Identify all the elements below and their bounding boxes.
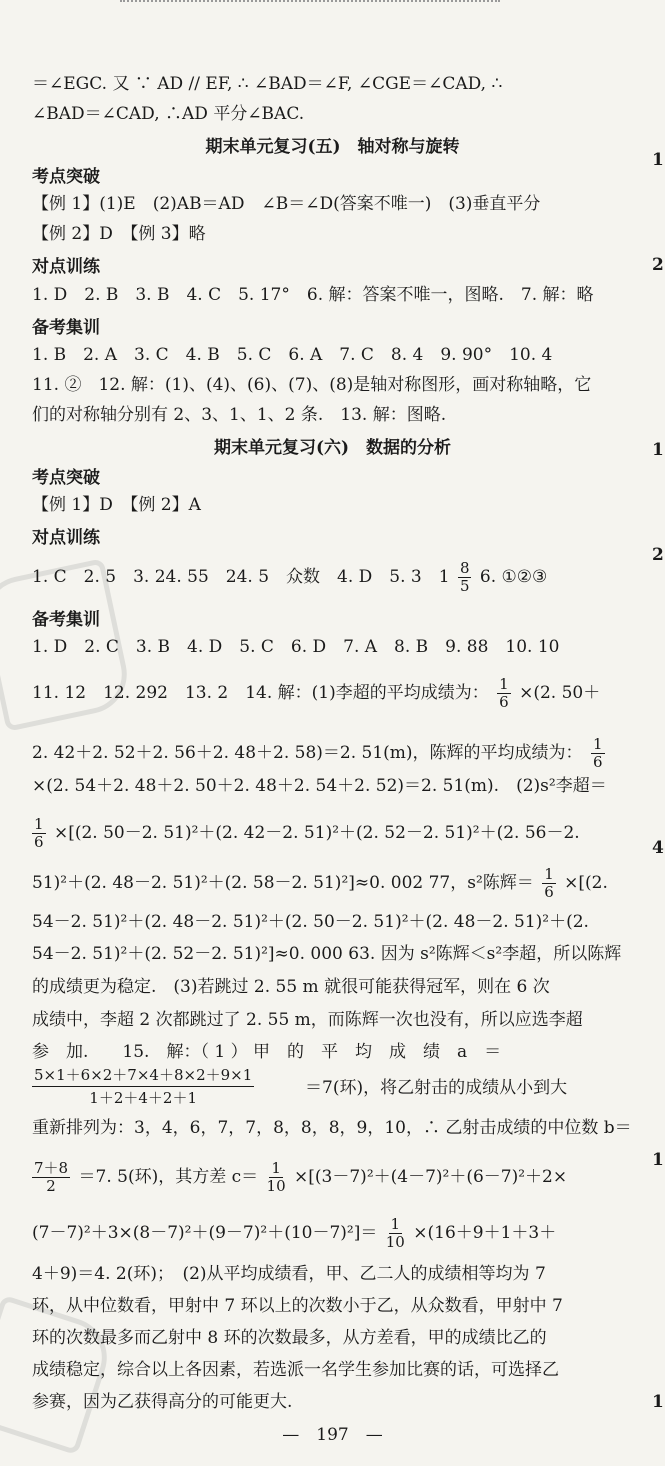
text-line: 成绩稳定，综合以上各因素，若选派一名学生参加比赛的话，可选择乙 (32, 1360, 559, 1380)
text-line: 1. D 2. B 3. B 4. C 5. 17° 6. 解：答案不唯一，图略. 7. 解：略 (32, 285, 594, 305)
text-line: ∠BAD＝∠CAD, ∴AD 平分∠BAC. (32, 104, 305, 124)
fraction-denominator: 6 (592, 753, 603, 771)
fraction-numerator: 5×1＋6×2＋7×4＋8×2＋9×1 (32, 1064, 254, 1087)
fraction (591, 736, 605, 771)
fraction-numerator: 7＋8 (34, 1159, 69, 1177)
text-line: 1. D 2. C 3. B 4. D 5. C 6. D 7. A 8. B 9. 88 10. 10 (32, 637, 560, 657)
text-line (32, 736, 622, 771)
fraction-numerator: 1 (499, 675, 509, 693)
text-run: ＝7. 5(环)，其方差 c＝ (78, 1167, 259, 1187)
fraction-denominator: 6 (34, 833, 44, 851)
fraction (32, 1160, 70, 1195)
fraction-denominator: 1＋2＋4＋2＋1 (89, 1089, 197, 1107)
text-line: 11. ② 12. 解：(1)、(4)、(6)、(7)、(8)是轴对称图形，画对称轴略，它 (32, 375, 592, 395)
text-run: ×[(2. (564, 873, 608, 893)
text-line: 4＋9)＝4. 2(环)； (2)从平均成绩看，甲、乙二人的成绩相等均为 7 (32, 1264, 546, 1284)
text-line: ×(2. 54＋2. 48＋2. 50＋2. 48＋2. 54＋2. 52)＝2. 51(m). (2)s²李超＝ (32, 776, 607, 796)
fraction (267, 1160, 286, 1195)
section-heading: 期末单元复习(六) 数据的分析 (213, 438, 452, 458)
adjacent-page-fragment: 2 (652, 255, 664, 275)
text-run: 51)²＋(2. 48－2. 51)²＋(2. 58－2. 51)²]≈0. 002 77，s²陈辉＝ (32, 873, 534, 893)
text-run: ×[(3－7)²＋(4－7)²＋(6－7)²＋2× (294, 1167, 568, 1187)
fraction-numerator: 1 (390, 1215, 401, 1233)
text-line: 参赛，因为乙获得高分的可能更大. (32, 1392, 293, 1412)
fraction-denominator: 5 (459, 577, 470, 595)
fraction-numerator: 8 (459, 559, 470, 577)
adjacent-page-fragment: 1 (652, 150, 664, 170)
text-run: ×(2. 50＋ (519, 683, 601, 703)
text-line (32, 1160, 622, 1195)
fraction (458, 560, 472, 595)
text-line (32, 1216, 622, 1251)
text-line (32, 560, 622, 595)
text-line: 环，从中位数看，甲射中 7 环以上的次数小于乙，从众数看，甲射中 7 (32, 1296, 563, 1316)
text-line: 环的次数最多而乙射中 8 环的次数最多，从方差看，甲的成绩比乙的 (32, 1328, 547, 1348)
text-run: 2. 42＋2. 52＋2. 56＋2. 48＋2. 58)＝2. 51(m)，陈辉的平均成绩为： (32, 743, 583, 763)
fraction-denominator: 10 (385, 1233, 405, 1251)
subheading: 考点突破 (32, 468, 100, 488)
subheading: 对点训练 (32, 257, 100, 277)
text-line: 54－2. 51)²＋(2. 52－2. 51)²]≈0. 000 63. 因为 s²陈辉＜s²李超，所以陈辉 (32, 944, 622, 964)
fraction-denominator: 10 (266, 1177, 286, 1195)
fraction-numerator: 1 (544, 865, 554, 883)
text-line: 们的对称轴分别有 2、3、1、1、2 条. 13. 解：图略. (32, 405, 447, 425)
text-run: 11. 12 12. 292 13. 2 14. 解：(1)李超的平均成绩为： (32, 683, 489, 703)
text-line: 54－2. 51)²＋(2. 48－2. 51)²＋(2. 50－2. 51)²＋(2. 48－2. 51)²＋(2. (32, 912, 589, 932)
text-line: 参 加. 15. 解：（ 1 ） 甲 的 平 均 成 绩 a ＝ (32, 1042, 502, 1062)
fraction (542, 866, 556, 901)
text-line: ＝∠EGC. 又 ∵ AD // EF, ∴ ∠BAD＝∠F, ∠CGE＝∠CAD, ∴ (32, 74, 503, 94)
fraction-denominator: 2 (46, 1177, 56, 1195)
text-line: 重新排列为：3，4，6，7，7，8，8，8，9，10，∴ 乙射击成绩的中位数 b＝ (32, 1118, 632, 1138)
text-run: ×[(2. 50－2. 51)²＋(2. 42－2. 51)²＋(2. 52－2. 51)²＋(2. 56－2. (53, 823, 580, 843)
subheading: 备考集训 (32, 610, 100, 630)
page-number: — 197 — (282, 1425, 383, 1445)
subheading: 备考集训 (32, 318, 100, 338)
text-run: 1. C 2. 5 3. 24. 55 24. 5 众数 4. D 5. 3 1 (32, 567, 450, 587)
text-line: 【例 1】(1)E (2)AB＝AD ∠B＝∠D(答案不唯一) (3)垂直平分 (32, 194, 541, 214)
fraction-denominator: 6 (544, 883, 554, 901)
fraction (497, 676, 511, 711)
text-line: 成绩中，李超 2 次都跳过了 2. 55 m，而陈辉一次也没有，所以应选李超 (32, 1010, 583, 1030)
fraction (386, 1216, 405, 1251)
section-heading: 期末单元复习(五) 轴对称与旋转 (205, 137, 460, 157)
text-line: 1. B 2. A 3. C 4. B 5. C 6. A 7. C 8. 4 9. 90° 10. 4 (32, 345, 553, 365)
text-line (32, 866, 622, 901)
adjacent-page-fragment: 2 (652, 545, 664, 565)
adjacent-page-fragment: 1 (652, 1150, 664, 1170)
subheading: 对点训练 (32, 528, 100, 548)
text-line: 【例 1】D 【例 2】A (32, 495, 201, 515)
adjacent-page-fragment: 4 (652, 838, 664, 858)
adjacent-page-fragment: 1 (652, 440, 664, 460)
text-line (32, 816, 622, 851)
fraction-numerator: 1 (34, 815, 44, 833)
fraction (32, 816, 46, 851)
adjacent-page-fragment: 1 (652, 1392, 664, 1412)
fraction (32, 1064, 254, 1109)
scan-artifact (120, 0, 500, 8)
text-line: 【例 2】D 【例 3】略 (32, 224, 206, 244)
text-line: ＝7(环)，将乙射击的成绩从小到大 (305, 1078, 568, 1098)
fraction-denominator: 6 (499, 693, 509, 711)
subheading: 考点突破 (32, 167, 100, 187)
fraction-numerator: 1 (271, 1159, 281, 1177)
text-run: ×(16＋9＋1＋3＋ (413, 1223, 557, 1243)
text-line (32, 676, 622, 711)
text-run: (7－7)²＋3×(8－7)²＋(9－7)²＋(10－7)²]＝ (32, 1223, 378, 1243)
fraction-numerator: 1 (592, 735, 603, 753)
text-run: 6. ①②③ (479, 567, 548, 587)
text-line: 的成绩更为稳定. (3)若跳过 2. 55 m 就很可能获得冠军，则在 6 次 (32, 977, 550, 997)
